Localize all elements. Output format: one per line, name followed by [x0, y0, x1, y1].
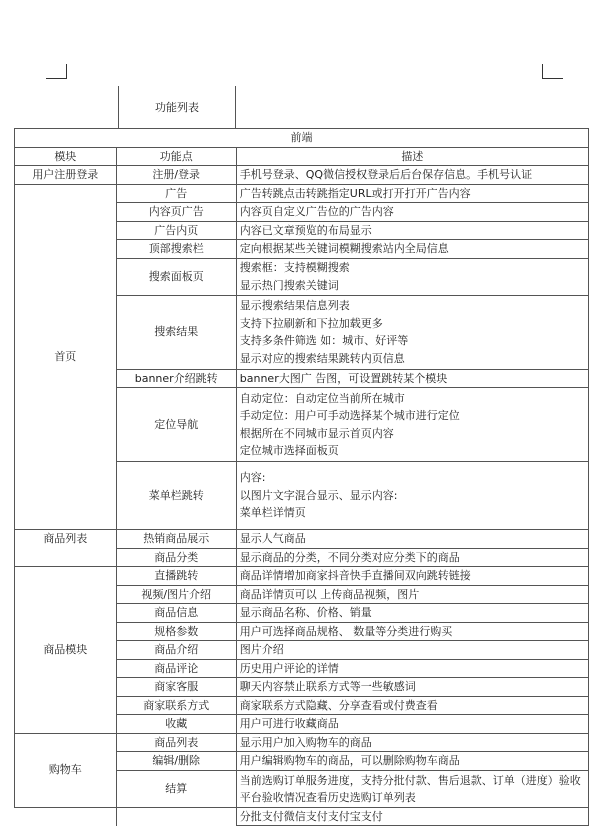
- table-row: [15, 807, 589, 826]
- description-cell: banner大图广 告图，可设置跳转某个模块: [236, 369, 588, 388]
- feature-cell: 结算: [116, 770, 236, 807]
- feature-cell: 收藏: [116, 715, 236, 734]
- empty-cell: [15, 807, 117, 826]
- feature-cell: 商品信息: [116, 604, 236, 623]
- feature-cell: 广告: [116, 184, 236, 203]
- feature-cell: 广告内页: [116, 221, 236, 240]
- feature-cell: 注册/登录: [116, 166, 236, 185]
- description-cell: [236, 462, 588, 530]
- table-row: [15, 733, 589, 752]
- function-list-title: [118, 86, 236, 128]
- description-line: 内容:: [239, 471, 266, 485]
- feature-table: [14, 128, 589, 826]
- description-cell: [236, 258, 588, 295]
- empty-cell: [116, 807, 236, 826]
- column-header-feature: 功能点: [116, 147, 236, 166]
- description-cell: 商品详情页可以 上传商品视频，图片: [236, 585, 588, 604]
- module-cell: 商品模块: [15, 567, 117, 734]
- module-cell: 用户注册登录: [15, 166, 117, 185]
- description-cell: 定向根据某些关键词模糊搜索站内全局信息: [236, 240, 588, 259]
- description-cell: 历史用户评论的详情: [236, 659, 588, 678]
- description-line: 显示热门搜索关键词: [239, 278, 339, 292]
- feature-cell: 视频/图片介绍: [116, 585, 236, 604]
- description-line: 搜索框：支持模糊搜索: [239, 261, 350, 274]
- section-header: 前端: [15, 129, 589, 148]
- description-cell: 当前选购订单服务进度，支持分批付款、售后退款、订单（进度）验收平台验收情况查看历史选购订单列表: [236, 770, 588, 807]
- description-line: 显示搜索结果信息列表: [239, 299, 350, 312]
- description-line: 根据所在不同城市显示首页内容: [239, 426, 394, 440]
- description-cell: [236, 388, 588, 462]
- description-cell: 广告转跳点击转跳指定URL或打开打开广告内容: [236, 184, 588, 203]
- description-line: 显示对应的搜索结果跳转内页信息: [239, 351, 405, 365]
- feature-cell: 商家联系方式: [116, 696, 236, 715]
- feature-cell: 商家客服: [116, 678, 236, 697]
- description-cell: 用户可进行收藏商品: [236, 715, 588, 734]
- function-list-title-text: 功能列表: [155, 101, 199, 114]
- description-line: 以图片文字混合显示、显示内容:: [239, 488, 398, 502]
- description-cell: 显示人气商品: [236, 530, 588, 549]
- table-row: [15, 530, 589, 549]
- description-line: 支持多条件筛选 如：城市、好评等: [239, 334, 409, 347]
- feature-cell: 商品介绍: [116, 641, 236, 660]
- description-cell: 图片介绍: [236, 641, 588, 660]
- description-line: 自动定位：自动定位当前所在城市: [239, 391, 405, 405]
- description-line: 手动定位：用户可手动选择某个城市进行定位: [239, 409, 460, 422]
- feature-cell: 商品分类: [116, 548, 236, 567]
- feature-cell: 编辑/删除: [116, 752, 236, 771]
- description-line: 支持下拉刷新和下拉加载更多: [239, 316, 383, 330]
- feature-cell: 搜索结果: [116, 295, 236, 369]
- table-row: [15, 184, 589, 203]
- table-row: [15, 166, 589, 185]
- description-cell: 用户编辑购物车的商品，可以删除购物车商品: [236, 752, 588, 771]
- crop-mark-left: [46, 64, 67, 79]
- description-cell: 内容页自定义广告位的广告内容: [236, 203, 588, 222]
- description-line: 定位城市选择面板页: [239, 444, 339, 457]
- crop-mark-right: [542, 64, 563, 79]
- description-cell: 商品详情增加商家抖音快手直播间双向跳转链接: [236, 567, 588, 586]
- column-header-module: 模块: [15, 147, 117, 166]
- table-row: [15, 567, 589, 586]
- description-cell: 手机号登录、QQ微信授权登录后后台保存信息。手机号认证: [236, 166, 588, 185]
- description-cell: 内容已文章预览的布局显示: [236, 221, 588, 240]
- feature-cell: 搜索面板页: [116, 258, 236, 295]
- module-cell: 购物车: [15, 733, 117, 807]
- description-cell: 分批支付微信支付支付宝支付: [236, 807, 588, 826]
- feature-cell: 直播跳转: [116, 567, 236, 586]
- feature-cell: 热销商品展示: [116, 530, 236, 549]
- feature-cell: 菜单栏跳转: [116, 462, 236, 530]
- feature-cell: banner介绍跳转: [116, 369, 236, 388]
- module-cell: 首页: [15, 184, 117, 530]
- description-cell: 用户可选择商品规格、 数量等分类进行购买: [236, 622, 588, 641]
- feature-cell: 商品评论: [116, 659, 236, 678]
- module-cell: 商品列表: [15, 530, 117, 567]
- description-cell: [236, 295, 588, 369]
- description-cell: 显示商品名称、价格、销量: [236, 604, 588, 623]
- feature-cell: 顶部搜索栏: [116, 240, 236, 259]
- column-header-description: 描述: [236, 147, 588, 166]
- description-cell: 显示用户加入购物车的商品: [236, 733, 588, 752]
- description-cell: 显示商品的分类，不同分类对应分类下的商品: [236, 548, 588, 567]
- description-cell: 商家联系方式隐藏、分享查看或付费查看: [236, 696, 588, 715]
- feature-cell: 商品列表: [116, 733, 236, 752]
- feature-cell: 内容页广告: [116, 203, 236, 222]
- feature-cell: 规格参数: [116, 622, 236, 641]
- description-line: 菜单栏详情页: [239, 506, 306, 520]
- description-cell: 聊天内容禁止联系方式等一些敏感词: [236, 678, 588, 697]
- feature-cell: 定位导航: [116, 388, 236, 462]
